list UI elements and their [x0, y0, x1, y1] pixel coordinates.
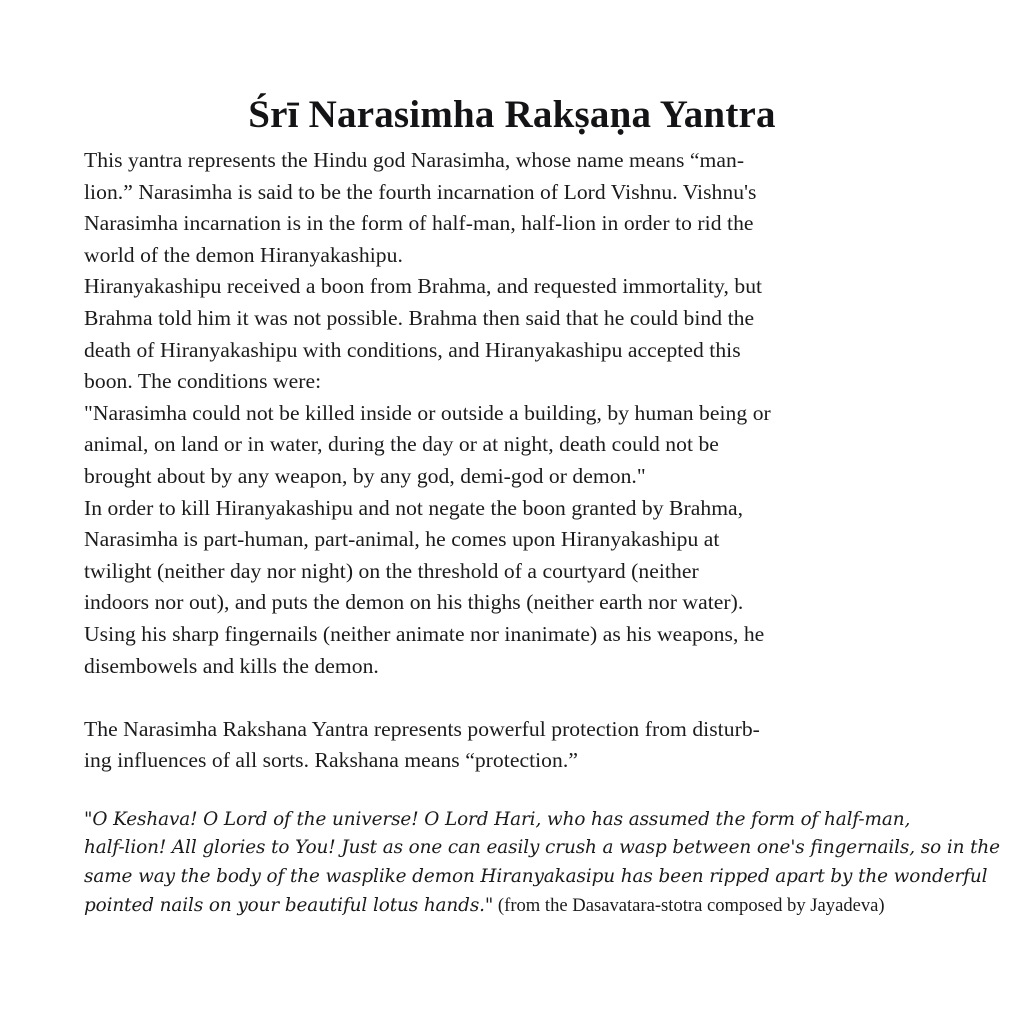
- quote-line: half-lion! All glories to You! Just as one can easily crush a wasp between one's fingernails, so in the: [84, 837, 1000, 859]
- text-line: brought about by any weapon, by any god, demi-god or demon.": [84, 463, 646, 488]
- text-line: indoors nor out), and puts the demon on his thighs (neither earth nor water).: [84, 590, 744, 615]
- quote-line-italic-part: pointed nails on your beautiful lotus hands.": [84, 895, 494, 917]
- body-text-block: [84, 145, 944, 777]
- quote-line: same way the body of the wasplike demon Hiranyakasipu has been ripped apart by the wonderful: [84, 865, 988, 887]
- quote-attribution: (from the Dasavatara-stotra composed by Jayadeva): [493, 895, 885, 917]
- text-line: lion.” Narasimha is said to be the fourth incarnation of Lord Vishnu. Vishnu's: [84, 179, 757, 204]
- text-line: disembowels and kills the demon.: [84, 653, 379, 678]
- paragraph-4: [84, 493, 944, 683]
- text-line: death of Hiranyakashipu with conditions, and Hiranyakashipu accepted this: [84, 337, 741, 362]
- text-line: Narasimha incarnation is in the form of half-man, half-lion in order to rid the: [84, 211, 754, 236]
- text-line: The Narasimha Rakshana Yantra represents powerful protection from disturb-: [84, 716, 760, 741]
- text-line: Using his sharp fingernails (neither animate nor inanimate) as his weapons, he: [84, 621, 765, 646]
- quote-line: "O Keshava! O Lord of the universe! O Lord Hari, who has assumed the form of half-man,: [84, 809, 911, 830]
- paragraph-1: [84, 145, 944, 271]
- dasavatara-stotra-quote: [84, 806, 1000, 921]
- text-line: boon. The conditions were:: [84, 369, 322, 394]
- text-line: In order to kill Hiranyakashipu and not negate the boon granted by Brahma,: [84, 495, 744, 520]
- text-line: Brahma told him it was not possible. Brahma then said that he could bind the: [84, 305, 755, 330]
- paragraph-2: [84, 271, 944, 397]
- text-line: Narasimha is part-human, part-animal, he comes upon Hiranyakashipu at: [84, 527, 720, 552]
- page-title: Śrī Narasimha Rakṣaṇa Yantra: [248, 93, 776, 137]
- text-line: This yantra represents the Hindu god Narasimha, whose name means “man-: [84, 148, 745, 172]
- text-line: twilight (neither day nor night) on the threshold of a courtyard (neither: [84, 558, 699, 583]
- paragraph-spacer: [84, 682, 944, 714]
- paragraph-3-boon-conditions: [84, 398, 944, 493]
- text-line: animal, on land or in water, during the day or at night, death could not be: [84, 432, 719, 457]
- text-line: Hiranyakashipu received a boon from Brahma, and requested immortality, but: [84, 274, 763, 299]
- paragraph-5-rakshana-meaning: [84, 714, 944, 777]
- quote-final-line: [84, 891, 956, 920]
- text-line: "Narasimha could not be killed inside or outside a building, by human being or: [84, 400, 771, 425]
- text-line: world of the demon Hiranyakashipu.: [84, 242, 403, 267]
- text-line: ing influences of all sorts. Rakshana means “protection.”: [84, 748, 578, 773]
